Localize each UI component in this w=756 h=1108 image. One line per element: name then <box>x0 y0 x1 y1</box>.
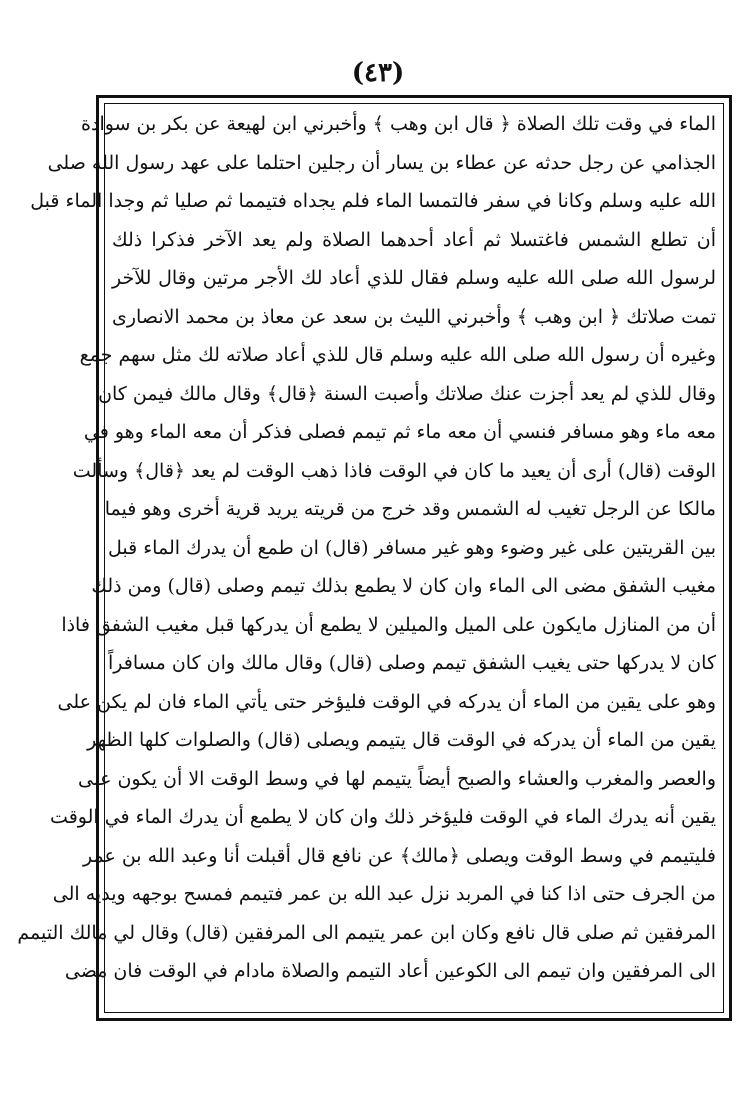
text-line: فليتيمم في وسط الوقت ويصلى ﴿مالك﴾ عن نافع قال أقبلت أنا وعبد الله بن عمر <box>83 844 716 867</box>
text-line: أن من المنازل مايكون على الميل والميلين لا يطمع أن يدركها قبل مغيب الشفق فاذا <box>61 613 716 636</box>
text-line: وقال للذي لم يعد أجزت عنك صلاتك وأصبت السنة ﴿قال﴾ وقال مالك فيمن كان <box>98 382 716 405</box>
text-line: مغيب الشفق مضى الى الماء وان كان لا يطمع بذلك تيمم وصلى (قال) ومن ذلك <box>91 575 716 597</box>
text-line: الى المرفقين وان تيمم الى الكوعين أعاد التيمم والصلاة مادام في الوقت فان مضى <box>64 960 716 982</box>
text-line: لرسول الله صلى الله عليه وسلم فقال للذي أعاد لك الأجر مرتين وقال للآخر <box>112 267 716 289</box>
text-line: معه ماء وهو مسافر فنسي أن معه ماء ثم تيمم فصلى فذكر أن معه الماء وهو في <box>83 421 716 443</box>
text-line: الله عليه وسلم وكانا في سفر فالتمسا الماء فلم يجداه فتيمما ثم صليا ثم وجدا الماء قبل <box>30 190 716 212</box>
text-line: الجذامي عن رجل حدثه عن عطاء بن يسار أن رجلين احتلما على عهد رسول الله صلى <box>47 151 716 174</box>
text-line: يقين من الماء أن يدركه في الوقت قال يتيمم ويصلى (قال) والصلوات كلها الظهر <box>87 729 716 751</box>
text-line: والعصر والمغرب والعشاء والصبح أيضاً يتيمم لها في وسط الوقت الا أن يكون على <box>77 767 716 790</box>
text-line: تمت صلاتك ﴿ ابن وهب ﴾ وأخبرني الليث بن سعد عن معاذ بن محمد الانصارى <box>112 305 716 328</box>
text-line: الماء في وقت تلك الصلاة ﴿ قال ابن وهب ﴾ وأخبرني ابن لهيعة عن بكر بن سوادة <box>81 113 716 135</box>
text-line: وهو على يقين من الماء أن يدركه في الوقت فليؤخر حتى يأتي الماء فان لم يكن على <box>57 690 716 713</box>
text-line: بين القريتين على غير وضوء وهو غير مسافر (قال) ان طمع أن يدرك الماء قبل <box>108 536 716 559</box>
text-body <box>17 105 716 991</box>
text-line: كان لا يدركها حتى يغيب الشفق تيمم وصلى (قال) وقال مالك وان كان مسافراً <box>108 652 716 674</box>
text-line: مالكا عن الرجل تغيب له الشمس وقد خرج من قريته يريد قرية أخرى وهو فيما <box>104 498 716 520</box>
text-line: المرفقين ثم صلى قال نافع وكان ابن عمر يتيمم الى المرفقين (قال) وقال لي مالك التيمم <box>17 921 716 944</box>
text-line: يقين أنه يدرك الماء في الوقت فليؤخر ذلك وان كان لا يطمع أن يدرك الماء في الوقت <box>50 806 716 828</box>
page-number: (٤٣) <box>351 58 405 88</box>
text-line: الوقت (قال) أرى أن يعيد ما كان في الوقت فاذا ذهب الوقت لم يعد ﴿قال﴾ وسألت <box>72 459 716 482</box>
text-line: من الجرف حتى اذا كنا في المربد نزل عبد الله بن عمر فتيمم فمسح بوجهه ويديه الى <box>52 883 716 905</box>
text-line: أن تطلع الشمس فاغتسلا ثم أعاد أحدهما الصلاة ولم يعد الآخر فذكرا ذلك <box>112 228 716 251</box>
text-line: وغيره أن رسول الله صلى الله عليه وسلم قال للذي أعاد صلاته لك مثل سهم جمع <box>79 344 716 366</box>
